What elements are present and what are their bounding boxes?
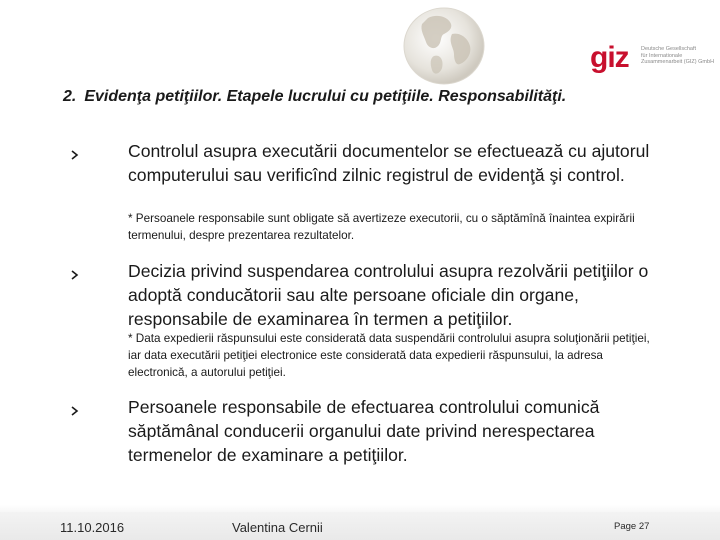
chevron-right-icon [70, 269, 80, 281]
bullet-note-1: * Persoanele responsabile sunt obligate să avertizeze executorii, cu o săptămînă înaintea expirării termenului, despre prezentarea rezultatelor. [128, 212, 635, 242]
logo-text: Deutsche Gesellschaft für Internationale Zusammenarbeit (GIZ) GmbH [641, 46, 715, 65]
bullet-text-1: Controlul asupra executării documentelor se efectuează cu ajutorul computerului sau verificînd zilnic registrul de evidenţă şi control. [128, 141, 650, 185]
bullet-text-3: Persoanele responsabile de efectuarea controlului comunică săptămânal conducerii organului date privind nerespectarea termenelor de examinare a petiţiilor. [128, 397, 600, 465]
chevron-right-icon [70, 405, 80, 417]
slide-title [63, 88, 566, 106]
bullet-text-2: Decizia privind suspendarea controlului asupra rezolvării petiţiilor o adoptă conducătorii sau alte persoane oficiale din organe, responsabile de examinarea în termen a petiţiilor. [128, 261, 649, 329]
chevron-right-icon [70, 149, 80, 161]
title-number: 2. [63, 88, 77, 105]
footer-date: 11.10.2016 [60, 520, 125, 535]
bullet-note-2: * Data expedierii răspunsului este considerată data suspendării controlului asupra soluţionării petiţiei, iar data executării petiţiei electronice este considerată data expedierii răspunsului, la adresa electronică, a autorului petiţiei. [128, 332, 650, 379]
giz-logo [590, 41, 715, 77]
title-text: Evidenţa petiţiilor. Etapele lucrului cu petiţiile. Responsabilităţi. [84, 88, 567, 105]
globe-icon [398, 4, 490, 88]
logo-word: giz [590, 41, 629, 74]
footer-author: Valentina Cernii [232, 520, 323, 535]
page-number: Page 27 [614, 521, 650, 532]
